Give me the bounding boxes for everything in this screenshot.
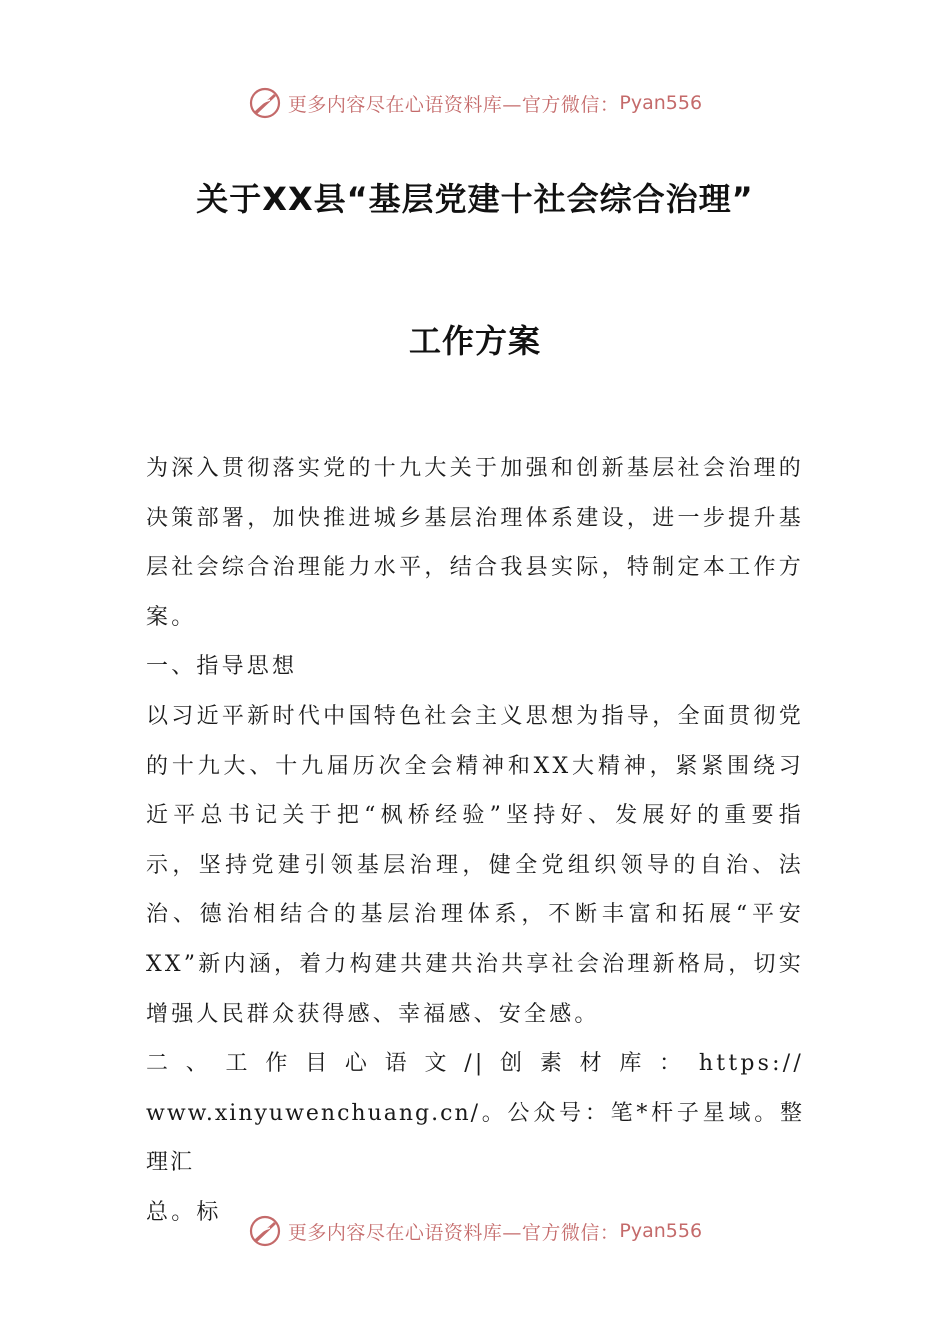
section-2-line-1: 二、工作目心语文/|创素材库：https:// xyxy=(146,1051,804,1077)
intro-paragraph: 为深入贯彻落实党的十九大关于加强和创新基层社会治理的决策部署，加快推进城乡基层治理体系建设，进一步提升基层社会综合治理能力水平，结合我县实际，特制定本工作方案。 xyxy=(146,456,804,630)
watermark-text: 更多内容尽在心语资料库—官方微信： xyxy=(287,93,620,116)
section-1-paragraph: 以习近平新时代中国特色社会主义思想为指导，全面贯彻党的十九大、十九届历次全会精神和XX大精神，紧紧围绕习近平总书记关于把“枫桥经验”坚持好、发展好的重要指示，坚持党建引领基层治理，健全党组织领导的自治、法治、德治相结合的基层治理体系，不断丰富和拓展“平安XX”新内涵，着力构建共建共治共享社会治理新格局，切实增强人民群众获得感、幸福感、安全感。 xyxy=(146,703,804,1027)
watermark-text: 更多内容尽在心语资料库—官方微信： xyxy=(287,1221,620,1244)
section-2-line-2: www.xinyuwenchuang.cn/。公众号：笔*杆子星域。整理汇 xyxy=(146,1100,804,1176)
watermark-wechat-id: Pyan556 xyxy=(619,1220,703,1242)
header-watermark xyxy=(0,83,950,123)
section-heading-1: 一、指导思想 xyxy=(146,654,298,680)
page-subtitle: 工作方案 xyxy=(408,322,541,360)
pen-logo-icon xyxy=(248,86,282,120)
document-body xyxy=(146,444,804,1238)
watermark-wechat-id: Pyan556 xyxy=(619,92,703,114)
pen-logo-icon xyxy=(248,1214,282,1248)
page-title: 关于XX县“基层党建十社会综合治理” xyxy=(196,180,754,218)
section-2-line-3: 总。标 xyxy=(146,1199,222,1225)
footer-watermark xyxy=(0,1211,950,1251)
